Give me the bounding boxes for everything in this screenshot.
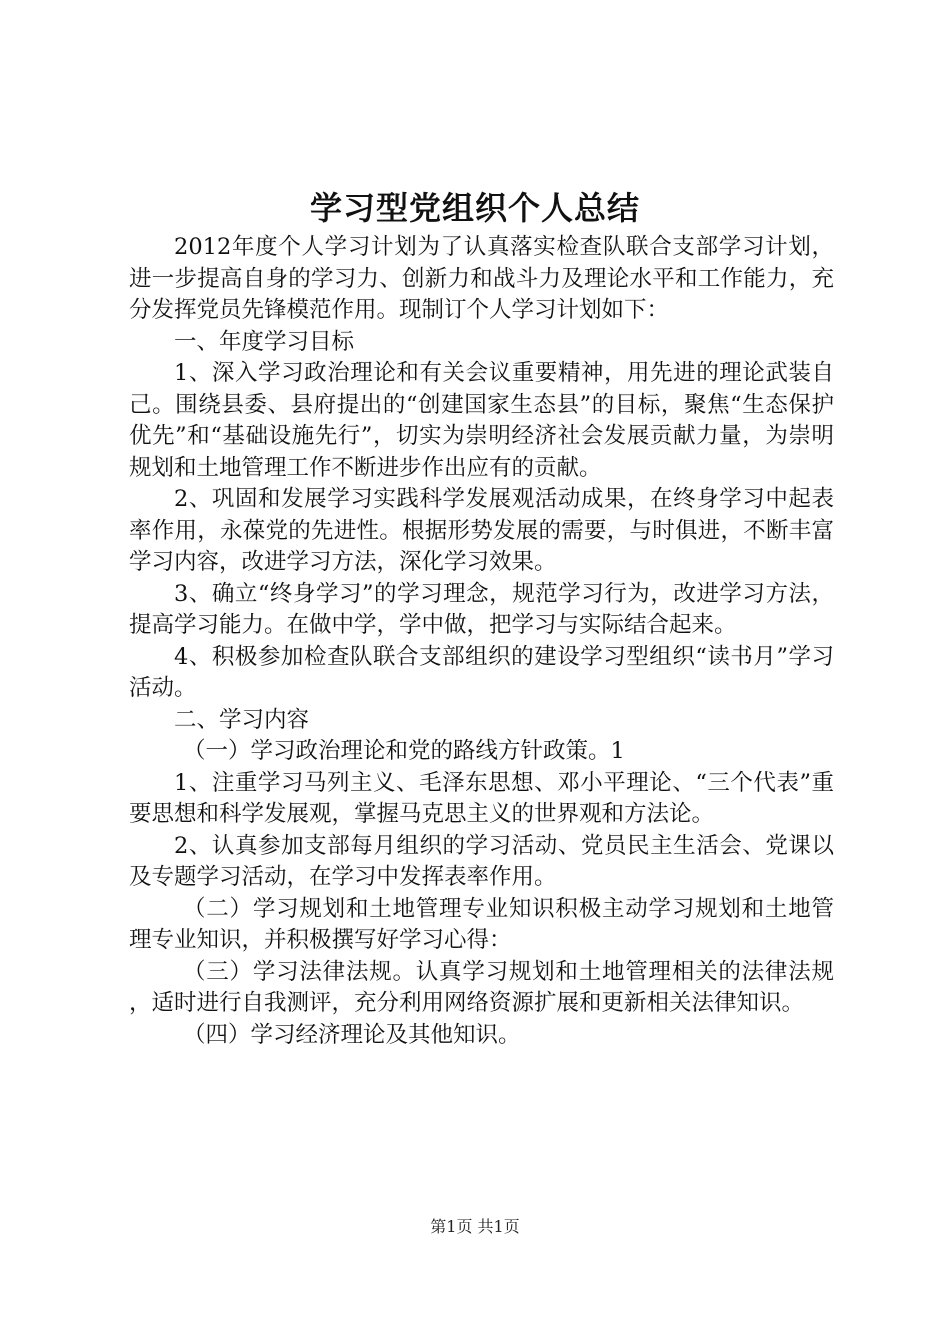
paragraph-goal-1: 1、深入学习政治理论和有关会议重要精神，用先进的理论武装自己。围绕县委、县府提出的“创建国家生态县”的目标，聚焦“生态保护优先”和“基础设施先行”，切实为崇明经济社会发展贡献力量，为崇明规划和土地管理工作不断进步作出应有的贡献。 bbox=[129, 360, 834, 481]
heading-study-content: 二、学习内容 bbox=[174, 706, 310, 733]
paragraph-goal-2: 2、巩固和发展学习实践科学发展观活动成果，在终身学习中起表率作用，永葆党的先进性。根据形势发展的需要，与时俱进，不断丰富学习内容，改进学习方法，深化学习效果。 bbox=[129, 486, 834, 575]
paragraph-goal-3: 3、确立“终身学习”的学习理念，规范学习行为，改进学习方法，提高学习能力。在做中学，学中做，把学习与实际结合起来。 bbox=[129, 580, 834, 638]
page-footer: 第1页 共1页 bbox=[430, 1217, 520, 1236]
paragraph-content-1: 1、注重学习马列主义、毛泽东思想、邓小平理论、“三个代表”重要思想和科学发展观，掌握马克思主义的世界观和方法论。 bbox=[129, 769, 834, 827]
heading-annual-goals: 一、年度学习目标 bbox=[174, 328, 355, 355]
subheading-economics: （四）学习经济理论及其他知识。 bbox=[183, 1021, 521, 1048]
paragraph-content-2: 2、认真参加支部每月组织的学习活动、党员民主生活会、党课以及专题学习活动，在学习中发挥表率作用。 bbox=[129, 832, 834, 890]
subheading-law: （三）学习法律法规。认真学习规划和土地管理相关的法律法规，适时进行自我测评，充分利用网络资源扩展和更新相关法律知识。 bbox=[129, 958, 834, 1016]
document-title: 学习型党组织个人总结 bbox=[309, 189, 640, 227]
subheading-politics: （一）学习政治理论和党的路线方针政策。1 bbox=[183, 738, 625, 764]
subheading-planning: （二）学习规划和土地管理专业知识积极主动学习规划和土地管理专业知识，并积极撰写好学习心得： bbox=[129, 895, 834, 953]
paragraph-intro: 2012年度个人学习计划为了认真落实检查队联合支部学习计划，进一步提高自身的学习力、创新力和战斗力及理论水平和工作能力，充分发挥党员先锋模范作用。现制订个人学习计划如下： bbox=[129, 234, 834, 323]
document-body bbox=[129, 232, 834, 1051]
paragraph-goal-4: 4、积极参加检查队联合支部组织的建设学习型组织“读书月”学习活动。 bbox=[129, 643, 834, 701]
